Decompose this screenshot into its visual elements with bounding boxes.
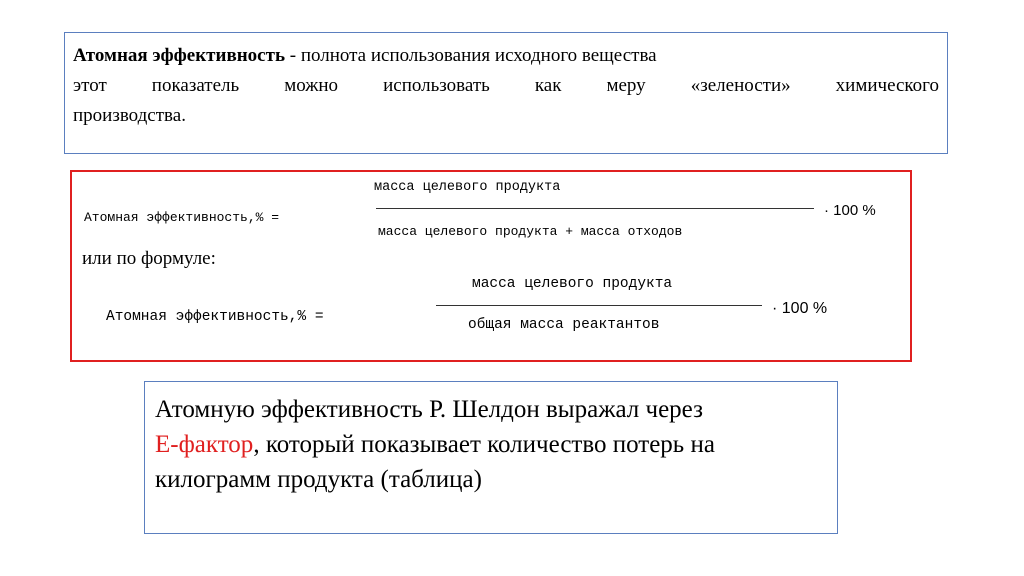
word: меру — [606, 75, 646, 96]
efactor-line-2 — [155, 427, 827, 462]
formula-box — [70, 170, 912, 362]
efactor-line-1: Атомную эффективность Р. Шелдон выражал через — [155, 396, 703, 423]
word: химического — [835, 75, 939, 96]
formula2-numerator: масса целевого продукта — [472, 276, 673, 292]
efactor-box — [144, 381, 838, 534]
definition-text: - полнота использования исходного вещества — [285, 45, 657, 66]
efactor-line-3: килограмм продукта (таблица) — [155, 466, 482, 493]
formula1-fraction-bar — [376, 208, 814, 209]
formula2-fraction-bar — [436, 305, 762, 306]
word: показатель — [151, 75, 240, 96]
definition-line-1 — [73, 41, 939, 71]
formula2-denominator: общая масса реактантов — [468, 317, 660, 333]
formula1-denominator: масса целевого продукта + масса отходов — [378, 224, 683, 239]
formula1-multiplier: · 100 % — [824, 202, 876, 219]
formula2-multiplier: · 100 % — [772, 300, 828, 317]
formula-connector: или по формуле: — [82, 248, 216, 269]
word: можно — [284, 75, 339, 96]
definition-box — [64, 32, 948, 154]
definition-line-3: производства. — [73, 105, 186, 126]
definition-line-2 — [73, 71, 939, 101]
word: этот — [73, 75, 107, 96]
formula1-numerator: масса целевого продукта — [374, 180, 561, 195]
word: как — [534, 75, 562, 96]
formula2-lhs: Атомная эффективность,% = — [106, 309, 324, 325]
definition-term: Атомная эффективность — [73, 45, 285, 66]
word: «зелености» — [690, 75, 791, 96]
formula1-lhs: Атомная эффективность,% = — [84, 210, 280, 225]
efactor-term: Е-фактор — [155, 431, 254, 458]
efactor-text: , который показывает количество потерь на — [253, 431, 715, 458]
word: использовать — [383, 75, 490, 96]
